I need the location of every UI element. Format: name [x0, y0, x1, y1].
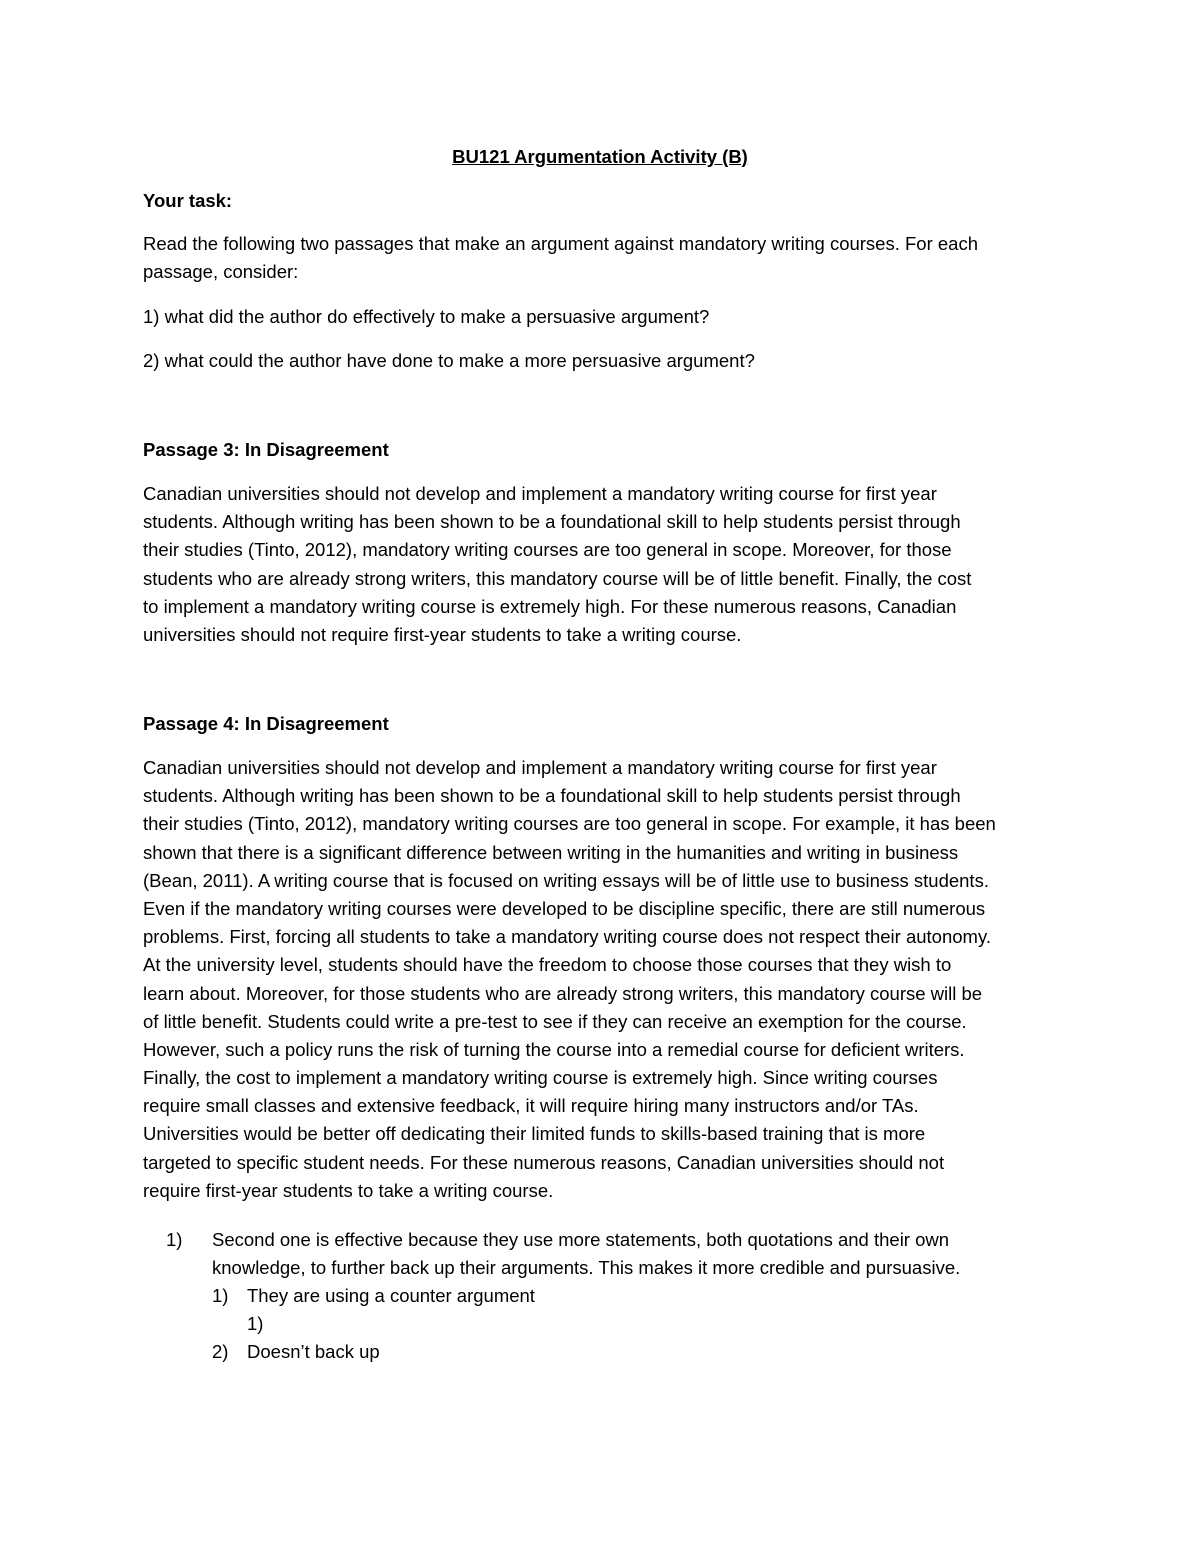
answer-1-line-1: Second one is effective because they use more statements, both quotations and their own	[212, 1229, 950, 1250]
sub-answer-1-text: They are using a counter argument	[247, 1285, 535, 1306]
passage-4-line: (Bean, 2011). A writing course that is focused on writing essays will be of little use to business students.	[143, 869, 989, 891]
passage-4-line: learn about. Moreover, for those students who are already strong writers, this mandatory course will be	[143, 982, 983, 1004]
passage-4-line: Canadian universities should not develop and implement a mandatory writing course for first year	[143, 757, 937, 778]
sub-answer-2-number: 2)	[212, 1341, 229, 1362]
passage-3-line: Canadian universities should not develop and implement a mandatory writing course for first year	[143, 483, 937, 504]
passage-4-line: However, such a policy runs the risk of turning the course into a remedial course for deficient writers.	[143, 1038, 965, 1060]
passage-4-line: Universities would be better off dedicating their limited funds to skills-based training that is more	[143, 1123, 926, 1145]
instructions-line-2: passage, consider:	[143, 261, 299, 282]
passage-3-line: students who are already strong writers, this mandatory course will be of little benefit. Finally, the cost	[143, 567, 972, 589]
passage-4-line: shown that there is a significant difference between writing in the humanities and writing in business	[143, 841, 959, 863]
passage-4-line: require first-year students to take a writing course.	[143, 1179, 554, 1201]
passage-4-line: their studies (Tinto, 2012), mandatory writing courses are too general in scope. For example, it has been	[143, 813, 996, 835]
sub-answer-1-number: 1)	[212, 1285, 229, 1306]
sub-answer-2-text: Doesn’t back up	[247, 1341, 380, 1362]
sub-sub-answer-1-number: 1)	[247, 1313, 264, 1334]
answer-1-number: 1)	[166, 1229, 183, 1250]
passage-3-line: to implement a mandatory writing course is extremely high. For these numerous reasons, Canadian	[143, 595, 957, 617]
passage-4-heading: Passage 4: In Disagreement	[143, 713, 389, 734]
instructions-line-1: Read the following two passages that make an argument against mandatory writing courses. For each	[143, 233, 979, 254]
question-2: 2) what could the author have done to make a more persuasive argument?	[143, 350, 755, 371]
passage-3-line: their studies (Tinto, 2012), mandatory writing courses are too general in scope. Moreover, for those	[143, 539, 952, 561]
passage-4-body	[143, 754, 996, 1205]
passage-4-line: targeted to specific student needs. For these numerous reasons, Canadian universities should not	[143, 1151, 945, 1173]
passage-3-body	[143, 480, 971, 649]
passage-4-line: students. Although writing has been shown to be a foundational skill to help students persist through	[143, 785, 961, 807]
answer-1-line-2: knowledge, to further back up their arguments. This makes it more credible and pursuasive.	[212, 1257, 961, 1278]
passage-4-line: problems. First, forcing all students to take a mandatory writing course does not respect their autonomy.	[143, 926, 991, 948]
passage-4-line: Finally, the cost to implement a mandatory writing course is extremely high. Since writing courses	[143, 1067, 938, 1089]
passage-4-line: Even if the mandatory writing courses were developed to be discipline specific, there are still numerous	[143, 897, 986, 919]
passage-4-line: require small classes and extensive feedback, it will require hiring many instructors and/or TAs.	[143, 1095, 919, 1117]
passage-4-line: of little benefit. Students could write a pre-test to see if they can receive an exemption for the course.	[143, 1010, 967, 1032]
task-heading: Your task:	[143, 190, 233, 211]
question-1: 1) what did the author do effectively to make a persuasive argument?	[143, 306, 710, 327]
passage-3-line: students. Although writing has been shown to be a foundational skill to help students persist through	[143, 511, 961, 533]
passage-3-line: universities should not require first-year students to take a writing course.	[143, 623, 742, 645]
document-title: BU121 Argumentation Activity (B)	[452, 146, 748, 167]
passage-4-line: At the university level, students should have the freedom to choose those courses that they wish to	[143, 954, 952, 976]
passage-3-heading: Passage 3: In Disagreement	[143, 439, 389, 460]
